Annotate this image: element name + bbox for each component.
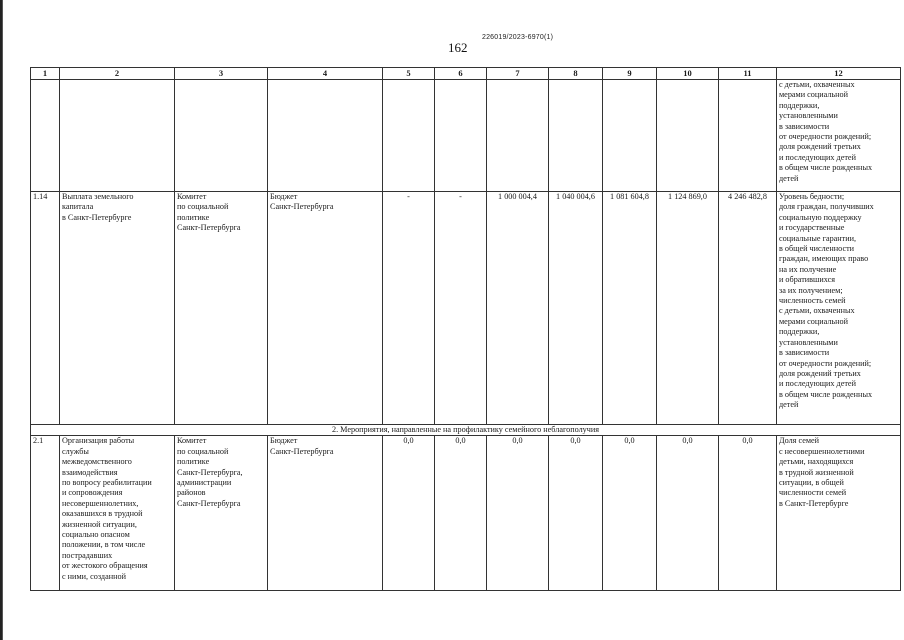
section-title: 2. Мероприятия, направленные на профилактику семейного неблагополучия (31, 425, 901, 436)
value-col9: 1 081 604,8 (603, 192, 657, 425)
executor: Комитет по социальной политике Санкт-Петербурга, администрации районов Санкт-Петербурга (175, 436, 268, 591)
table-cell (60, 80, 175, 192)
value-col7: 1 000 004,4 (487, 192, 549, 425)
document-id: 226019/2023-6970(1) (482, 34, 554, 41)
value-total: 0,0 (719, 436, 777, 591)
scan-edge (0, 0, 5, 640)
column-header: 9 (603, 68, 657, 80)
indicator-cell: с детьми, охваченных мерами социальной поддержки, установленными в зависимости от очередности рождений; доля рождений третьих и последующих детей в общем числе рожденных детей (777, 80, 901, 192)
indicator-cell: Доля семей с несовершеннолетними детьми, находящихся в трудной жизненной ситуации, в общей численности семей в Санкт-Петербурге (777, 436, 901, 591)
funding-source: Бюджет Санкт-Петербурга (268, 192, 383, 425)
funding-source: Бюджет Санкт-Петербурга (268, 436, 383, 591)
row-number: 2.1 (31, 436, 60, 591)
column-header: 6 (435, 68, 487, 80)
indicator-cell: Уровень бедности; доля граждан, получивших социальную поддержку и государственные социальные гарантии, в общей численности граждан, имеющих право на их получение и обратившихся за их получением; численность семей с детьми, охваченных мерами социальной поддержки, установленными в зависимости от очередности рождений; доля рождений третьих и последующих детей в общем числе рожденных детей (777, 192, 901, 425)
table-cell (268, 80, 383, 192)
table-cell (175, 80, 268, 192)
table-cell (383, 80, 435, 192)
page-number: 162 (448, 40, 468, 55)
table-cell (719, 80, 777, 192)
column-header: 4 (268, 68, 383, 80)
value-col8: 1 040 004,6 (549, 192, 603, 425)
table-cell (487, 80, 549, 192)
value-col5: - (383, 192, 435, 425)
column-header: 2 (60, 68, 175, 80)
table-cell (657, 80, 719, 192)
table-cell (435, 80, 487, 192)
table-cell (603, 80, 657, 192)
column-number-header-row (31, 68, 901, 80)
value-col10: 0,0 (657, 436, 719, 591)
column-header: 1 (31, 68, 60, 80)
table-row (31, 192, 901, 425)
table-cell (549, 80, 603, 192)
executor: Комитет по социальной политике Санкт-Петербурга (175, 192, 268, 425)
measure-name: Организация работы службы межведомственного взаимодействия по вопросу реабилитации и сопровождения несовершеннолетних, оказавшихся в трудной жизненной ситуации, социально опасном положении, в том числе пострадавших от жестокого обращения с ними, созданной (60, 436, 175, 591)
program-table (30, 67, 901, 591)
value-col9: 0,0 (603, 436, 657, 591)
column-header: 12 (777, 68, 901, 80)
column-header: 5 (383, 68, 435, 80)
column-header: 3 (175, 68, 268, 80)
value-col6: - (435, 192, 487, 425)
column-header: 7 (487, 68, 549, 80)
section-header-row (31, 425, 901, 436)
value-total: 4 246 482,8 (719, 192, 777, 425)
continuation-row (31, 80, 901, 192)
value-col5: 0,0 (383, 436, 435, 591)
value-col7: 0,0 (487, 436, 549, 591)
value-col8: 0,0 (549, 436, 603, 591)
value-col10: 1 124 869,0 (657, 192, 719, 425)
measure-name: Выплата земельного капитала в Санкт-Петербурге (60, 192, 175, 425)
table-row (31, 436, 901, 591)
column-header: 10 (657, 68, 719, 80)
column-header: 8 (549, 68, 603, 80)
table-cell (31, 80, 60, 192)
value-col6: 0,0 (435, 436, 487, 591)
row-number: 1.14 (31, 192, 60, 425)
column-header: 11 (719, 68, 777, 80)
